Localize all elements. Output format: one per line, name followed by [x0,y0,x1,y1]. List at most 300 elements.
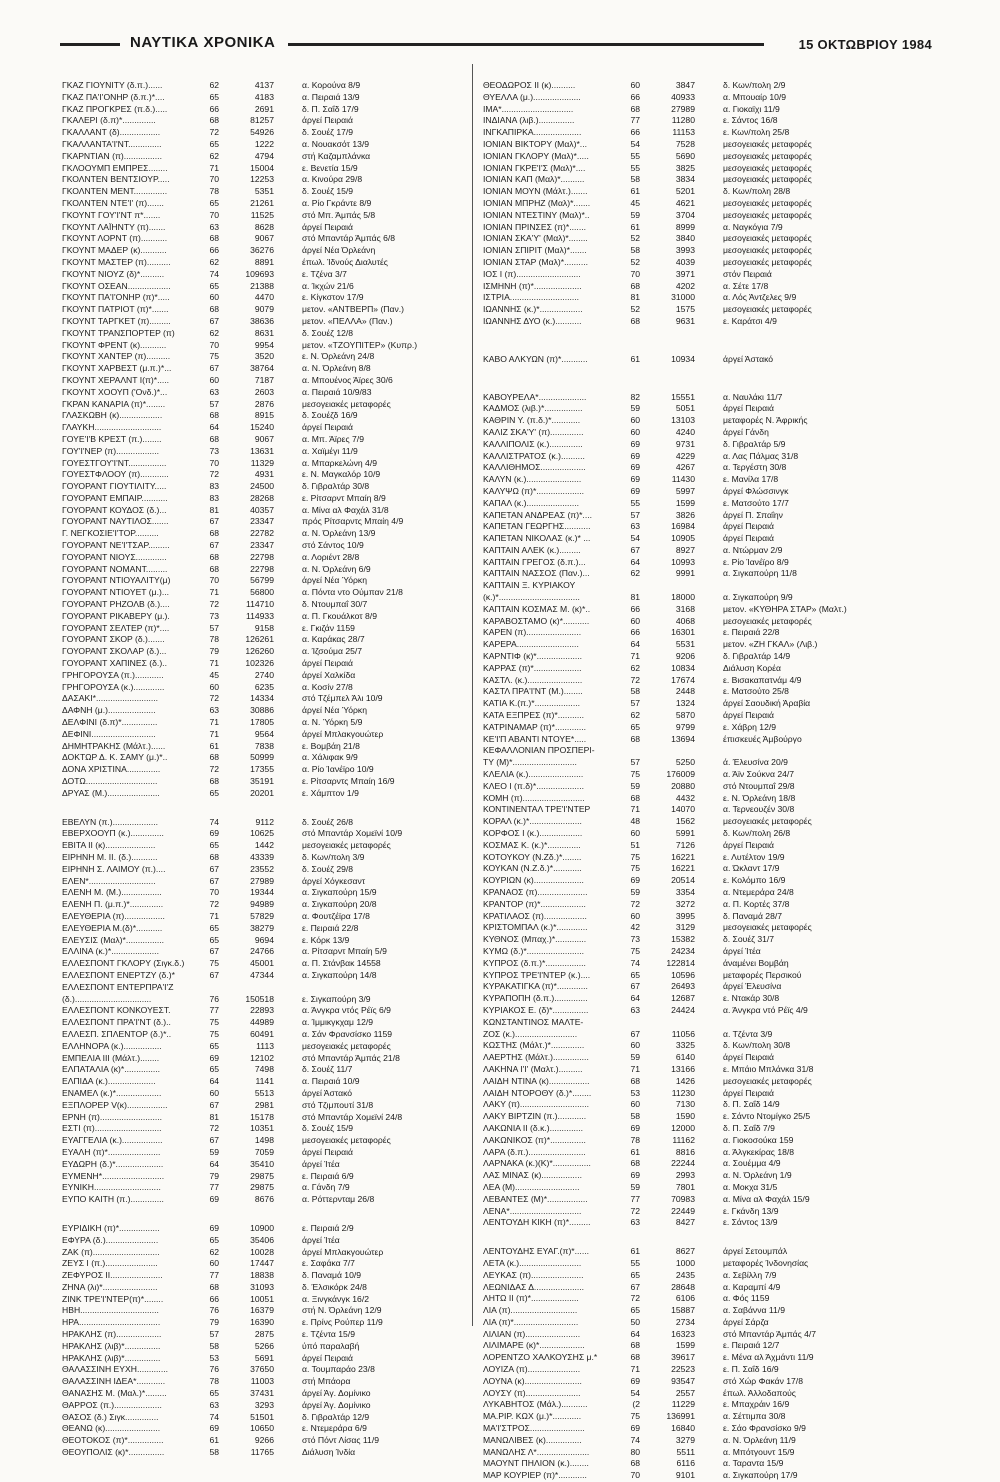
build-year: 66 [630,627,640,638]
ship-name: ΓΚΟΥΝΤ ΤΡΑΝΣΠΟΡΤΕΡ (π) [62,327,175,338]
build-year: 69 [209,1423,219,1434]
ship-name: ΗΒΗ................................. [62,1305,159,1316]
ship-status: δ. Π. Σαΐδ 14/9 [723,1099,780,1110]
ship-name: ΚΑΠΤΑΙΝ ΓΡΕΓΟΣ (δ.π.)... [483,556,586,567]
ship-status: άργεί Πειραιά [723,1052,774,1063]
ship-name: ΛΙΑ (π)*........................... [483,1316,579,1327]
tonnage: 3825 [675,162,695,173]
ship-status: μεσογειακές μεταφορές [723,209,812,220]
tonnage: 4068 [675,615,695,626]
build-year: 63 [630,1004,640,1015]
tonnage: 3834 [675,174,695,185]
build-year: 55 [630,497,640,508]
ship-entry [483,354,895,366]
ship-name: ΚΟΜΗ (π).......................... [483,792,585,803]
tonnage: 17674 [671,674,695,685]
tonnage: 12253 [250,174,274,185]
build-year: 60 [630,1099,640,1110]
ship-name: ΕΛΛΕΣΠΟΝΤ ΓΚΛΟΡΥ (Σιγκ.δ.) [62,958,185,969]
tonnage: 150518 [245,993,274,1004]
build-year: 61 [630,186,640,197]
ship-name: ΘΑΝΑΣΗΣ Μ. (Μαλ.)*......... [62,1388,167,1399]
ship-name: ΓΚΛΟΟΥΜΠ ΕΜΠΡΕΣ........ [62,162,168,173]
tonnage: 13694 [671,733,695,744]
tonnage: 7187 [254,374,274,385]
tonnage: 122814 [666,957,695,968]
ship-status: α. Τερνεουζέν 30/8 [723,804,795,815]
ship-name: ΚΑΒΟ ΑΛΚΥΩΝ (π)*........... [483,353,588,364]
ship-name: ΙΣΜΗΝΗ (π)*.................... [483,280,582,291]
ship-entry [483,852,895,864]
ship-status: δ. Π. Σαΐδ 17/9 [302,103,359,114]
ship-name: ΕΥΜΕΝΗ*.......................... [62,1170,165,1181]
ship-status: άργεί Σαουδική Άραβία [723,698,811,709]
tonnage: 126260 [245,646,274,657]
ship-entry [62,729,474,741]
tonnage: 10993 [671,556,695,567]
ship-entry [62,163,474,175]
ship-name: ΕΥΑΛΗ (π)*...................... [62,1146,161,1157]
tonnage: 22893 [250,1005,274,1016]
ship-name: ΙΟΝΙΑΝ ΚΑΠ (Μαλ)*.......... [483,174,585,185]
ship-entry [483,769,895,781]
ship-status: δ. Παναμά 10/9 [302,1270,362,1281]
ship-entry [483,104,895,116]
ship-status: α. Μίνα αλ Φαχάλ 31/8 [302,504,389,515]
tonnage: 8816 [675,1146,695,1157]
build-year: 76 [209,1305,219,1316]
tonnage: 4183 [254,91,274,102]
ship-status: δ. Σουέζδ 16/9 [302,410,358,421]
build-year: 72 [209,599,219,610]
ship-status: α. Κινούρα 29/8 [302,174,363,185]
ship-name: ΓΚΟΥΝΤ ΧΑΡΒΕΣΤ (μ.π.)*... [62,363,172,374]
tonnage: 22244 [671,1158,695,1169]
build-year: 72 [209,899,219,910]
ship-entry [62,693,474,705]
ship-name: ΚΕ'Ι'Π ΑΒΑΝΤΙ ΝΤΟΥΕ*..... [483,733,587,744]
build-year: 58 [630,174,640,185]
tonnage: 1324 [675,698,695,709]
ship-name: Γ. ΝΕΓΚΟΣΙΕ'Ι'ΤΟΡ.......... [62,528,159,539]
tonnage: 1599 [675,1340,695,1351]
ship-name: ΕΛΛΕΣΠΟΝΤ ΚΟΝΚΟΥΕΣΤ. [62,1005,171,1016]
ship-name: ΓΚΟΛΝΤΕΝ ΝΤΕ'Ι' (π)....... [62,197,164,208]
ship-status: άργεί Π. Σπαΐην [723,509,783,520]
tonnage: 1222 [254,138,274,149]
ship-entry [483,840,895,852]
ship-name: ΚΩΣΤΗΣ (Μάλτ.)*.............. [483,1040,585,1051]
ship-entry [62,788,474,800]
ship-entry [62,935,474,947]
ship-entry [62,410,474,422]
ship-entry [483,1123,895,1135]
ship-status: ε. Μπαχράιν 16/9 [723,1399,790,1410]
tonnage: 21388 [250,280,274,291]
ship-entry [483,1158,895,1170]
build-year: 68 [630,1352,640,1363]
tonnage: 9631 [675,315,695,326]
ship-status: α. Γιοκαϊχι 11/9 [723,103,780,114]
tonnage: 35406 [250,1234,274,1245]
tonnage: 23347 [250,540,274,551]
ship-name: ΖΕΥΣ Ι (π.)...................... [62,1258,158,1269]
ship-status: μετον. «ΚΥΘΗΡΑ ΣΤΑΡ» (Μαλτ.) [723,603,847,614]
ship-name: ΚΡΑΤΙΛΑΟΣ (π).................. [483,910,587,921]
tonnage: 35191 [250,776,274,787]
ship-name: ΕΛΕΝΗ Π. (μ.π.)*.............. [62,899,164,910]
build-year: 68 [630,315,640,326]
ship-entry [62,552,474,564]
build-year: 70 [209,887,219,898]
ship-name: ΓΡΗΓΟΡΟΥΣΑ (π.)............ [62,669,164,680]
tonnage: 9564 [254,728,274,739]
build-year: 65 [209,280,219,291]
ship-name: ΚΩΝΣΤΑΝΤΙΝΟΣ ΜΑΛΤΕ- [483,1016,584,1027]
ship-name: ΙΟΣ Ι (π)........................... [483,268,581,279]
build-year: 78 [209,1376,219,1387]
tonnage: 10596 [671,969,695,980]
ship-name: ΓΚΑΡΝΤΙΑΝ (π)................ [62,150,162,161]
ship-status: μετον. «ΖΗ ΓΚΑΛ» (Λιβ.) [723,639,818,650]
ship-entry [62,363,474,375]
ship-status: α. Ρίο Γκράντε 8/9 [302,197,372,208]
ship-status: ε. Σάντο Ντομίγκο 25/5 [723,1111,811,1122]
tonnage: 38636 [250,315,274,326]
tonnage: 15382 [671,934,695,945]
build-year: 66 [209,245,219,256]
tonnage: 1442 [254,840,274,851]
ship-entry [483,533,895,545]
ship-name: ΖΑΚ (π)............................ [62,1246,160,1257]
ship-entry [483,1040,895,1052]
ship-name: ΚΑΠΤΑΙΝ ΚΟΣΜΑΣ Μ. (κ)*.. [483,603,591,614]
build-year: 73 [209,445,219,456]
ship-name: ΛΑΚΗΝΑ Ι'Ι' (Μαλτ.).......... [483,1063,583,1074]
ship-name: ΚΑΠΤΑΙΝ ΑΛΕΚ (κ.)......... [483,544,581,555]
ship-status: δ. Ντουμπαΐ 30/7 [302,599,368,610]
ship-status: δ. Π. Σαΐδ 7/9 [723,1122,775,1133]
build-year: 79 [209,646,219,657]
ship-name: ΔΗΜΗΤΡΑΚΗΣ (Μάλτ.)...... [62,740,166,751]
tonnage: 4621 [675,197,695,208]
tonnage: 14334 [250,693,274,704]
ship-entry [62,1147,474,1159]
ship-status: ε. Χάμπτον 1/9 [302,787,359,798]
build-year: 60 [209,292,219,303]
ship-status: α. Πειραιά 10/9/83 [302,386,372,397]
ship-name: ΓΚΟΥΝΤ ΤΑΡΓΚΕΤ (π)......... [62,315,171,326]
ship-name: ΛΑΚΩΝΙΚΟΣ (π)*............... [483,1134,586,1145]
build-year: 67 [209,516,219,527]
build-year: 77 [209,1005,219,1016]
build-year: 81 [209,504,219,515]
ship-status: άργεί Φλώσσινγκ [723,485,789,496]
ship-status: α. Ν. Όρλεάνη 1/9 [723,1170,792,1181]
build-year: 66 [209,1293,219,1304]
tonnage: 9112 [255,816,274,827]
build-year: (2 [632,1399,640,1410]
ship-name: ΕΛΛΗΝΟΡΑ (κ.)................ [62,1040,162,1051]
tonnage: 11056 [671,1028,695,1039]
ship-status: α. Τεργέστη 30/8 [723,462,787,473]
ship-entry [62,210,474,222]
ship-name: ΓΟΥΟΡΑΝΤ ΣΚΟΛΑΡ (δ.)... [62,646,167,657]
ship-entry [483,1076,895,1088]
tonnage: 94989 [250,899,274,910]
ship-entry [62,1329,474,1341]
build-year: 71 [209,717,219,728]
tonnage: 9694 [254,934,274,945]
ship-name: ΜΑ.ΡΙΡ. ΚΩΧ (μ.)*............ [483,1411,582,1422]
ship-entry [62,1247,474,1259]
ship-status: ε. Σάο Φρανσίσκο 9/9 [723,1423,806,1434]
tonnage: 2993 [675,1170,695,1181]
tonnage: 10351 [250,1123,274,1134]
ship-status: ε. Κολόμπο 16/9 [723,875,786,886]
tonnage: 5513 [254,1087,274,1098]
ship-name: ΕΥΠΟ ΚΑΙΤΗ (π.).............. [62,1194,164,1205]
ship-status: ε. Λυτέλτον 19/9 [723,851,785,862]
ship-name: ΓΟΥΟΡΑΝΤ ΝΑΥΤΙΛΟΣ....... [62,516,169,527]
ship-entry [483,403,895,415]
ship-entry [62,575,474,587]
ship-name: ΕΛΕΝΗ Μ. (Μ.)................. [62,887,162,898]
tonnage: 1426 [675,1075,695,1086]
build-year: 64 [209,1076,219,1087]
build-year: 69 [630,1423,640,1434]
build-year: 64 [209,422,219,433]
tonnage: 31093 [250,1281,274,1292]
ship-entry [483,392,895,404]
ship-name: ΚΟΥΚΑΝ (Ν.Ζ.δ.)*............ [483,863,582,874]
ship-entry [62,994,474,1006]
ship-name: ΚΟΝΤΙΝΕΝΤΑΛ ΤΡΕ'Ι'ΝΤΕΡ [483,804,591,815]
build-year: 67 [209,969,219,980]
ship-status: Διάλυση Ίνδία [302,1447,356,1458]
build-year: 62 [209,256,219,267]
ship-entry [62,139,474,151]
build-year: 70 [209,339,219,350]
tonnage: 13631 [250,445,274,456]
ship-entry [62,658,474,670]
ship-entry [483,281,895,293]
tonnage: 4931 [254,469,274,480]
tonnage: 45001 [250,958,274,969]
build-year: 83 [209,492,219,503]
ship-status: ε. Ματσούτο 17/7 [723,497,789,508]
ship-name: ΚΑΠΕΤΑΝ ΑΝΔΡΕΑΣ (π)*.... [483,509,592,520]
ship-name: ΙΟΝΙΑΝ ΜΠΡΗΖ (Μαλ)*....... [483,197,591,208]
ship-name: ΚΟΥΡΙΩΝ (κ)..................... [483,875,584,886]
tonnage: 4202 [675,280,695,291]
ship-name: ΔΕΛΦΙΝΙ (δ.π)*............... [62,717,158,728]
ship-status: δ. Κων/πολη 2/9 [723,80,786,90]
tonnage: 37650 [250,1364,274,1375]
ship-name: ΙΟΝΙΑΝ ΓΚΡΕ'Ι'Σ (Μαλ)*.... [483,162,586,173]
ship-status: στό Χώρ Φακάν 17/8 [723,1375,803,1386]
ship-status: μεσογειακές μεταφορές [302,1040,391,1051]
ship-status: στό Μπαντάρ Άμπάς 6/8 [302,233,396,244]
tonnage: 3325 [675,1040,695,1051]
ship-status: έπωλ. Ίδνούς Διαλυτές [302,256,388,267]
ship-entry [483,663,895,675]
ship-entry [62,399,474,411]
tonnage: 3840 [675,233,695,244]
ship-status: ε. Πειραιά 2/9 [302,1222,354,1233]
ship-name: ΚΡΑΝΤΟΡ (π)*................... [483,898,586,909]
tonnage: 9266 [254,1435,274,1446]
ship-entry [483,781,895,793]
ship-status: α. Ν. Όρλεάνη 6/9 [302,563,371,574]
tonnage: 14070 [671,804,695,815]
ship-entry [483,1206,895,1218]
tonnage: 11003 [250,1376,274,1387]
tonnage: 10834 [671,662,695,673]
ship-entry [483,545,895,557]
ship-name: ΘΕΟΥΠΟΛΙΣ (κ)*............... [62,1447,165,1458]
build-year: 57 [630,509,640,520]
ship-name: ΓΚΑΖ ΠΑ'Ι'ΟΝΗΡ (δ.π.)*.... [62,91,165,102]
ship-name: ΛΕΩΝΙΔΑΣ Δ..................... [483,1281,585,1292]
tonnage: 2740 [254,669,274,680]
tonnage: 13103 [671,415,695,426]
ship-entry [483,981,895,993]
ship-status: α. Ν. Όρλεάνη 13/9 [302,528,376,539]
build-year: 83 [209,481,219,492]
ship-name: ΚΑΣΤΛ. (κ.)....................... [483,674,583,685]
ship-entry [483,993,895,1005]
ship-entry [62,80,474,92]
ship-name: ΜΑΟΥΝΤ ΠΗΛΙΟΝ (κ.)........ [483,1458,589,1469]
ship-entry [62,876,474,888]
ship-name: ΓΚΟΥΝΤ ΧΕΡΑΛΝΤ Ι(π)*..... [62,374,170,385]
ship-entry [483,580,895,592]
tonnage: 12102 [250,1052,274,1063]
ship-entry [483,245,895,257]
ship-entry [483,734,895,746]
ship-status: στό Ντουμπαΐ 29/8 [723,780,795,791]
ship-entry [483,804,895,816]
ship-status: ε. Βενετία 15/9 [302,162,358,173]
ship-entry [62,1341,474,1353]
build-year: 70 [630,268,640,279]
ship-status: ε. Ν. Όρλεάνη 24/8 [302,351,375,362]
tonnage: 35410 [250,1158,274,1169]
tonnage: 3995 [675,910,695,921]
ship-entry [483,198,895,210]
ship-status: άργεί Πειραιά [723,521,774,532]
tonnage: 12687 [671,993,695,1004]
tonnage: 7498 [254,1064,274,1075]
ship-status: ε. Σάντος 16/8 [723,115,778,126]
ship-name: ΓΚΑΛΛΑΝΤΑ'Ι'ΝΤ.............. [62,138,162,149]
tonnage: 16221 [671,863,695,874]
ship-status: άργεί Χόγκεσαντ [302,875,366,886]
ship-name: ΛΕΝΑ*.............................. [483,1205,582,1216]
tonnage: 3847 [675,80,695,90]
ship-status: δ. Παναμά 28/7 [723,910,783,921]
tonnage: 20514 [671,875,695,886]
ship-entry [62,316,474,328]
ship-status: άργεί Σάρζα [723,1316,769,1327]
ship-entry [62,1388,474,1400]
build-year: 74 [209,1411,219,1422]
build-year: 62 [209,80,219,90]
build-year: 75 [630,863,640,874]
ship-name: ΕΛΛΕΣΠΟΝΤ ΕΝΤΕΡΠΡΑ'Ι'Ζ [62,981,174,992]
ship-status: δ. Κων/πολη 26/8 [723,828,791,839]
tonnage: 4432 [675,792,695,803]
build-year: 60 [630,80,640,90]
build-year: 75 [630,769,640,780]
ship-status: α. Ναγκόγια 7/9 [723,221,783,232]
ship-status: α. Σέτε 17/8 [723,280,769,291]
build-year: 65 [209,787,219,798]
tonnage: 8927 [675,544,695,555]
ship-entry [62,946,474,958]
ship-entry [62,1400,474,1412]
ship-name: ΕΙΡΗΝΗ Μ. ΙΙ. (δ.)........... [62,852,158,862]
ship-status: μεσογειακές μεταφορές [302,840,391,851]
tonnage: 17355 [250,764,274,775]
tonnage: 11162 [672,1134,695,1145]
ship-entry [483,292,895,304]
build-year: 77 [209,1182,219,1193]
ship-entry [483,1458,895,1470]
tonnage: 3971 [675,268,695,279]
ship-name: ΚΑΛΙΖ ΣΚΑ'Υ' (π).............. [483,426,584,437]
ship-status: άργεί Νέα Ύόρκη [302,575,367,586]
build-year: 66 [630,603,640,614]
ship-status: ε. Γκάνδη 13/9 [723,1205,779,1216]
ship-name: ΛΑΚΥ (π)............................. [483,1099,590,1110]
ship-entry [483,115,895,127]
header-rule-left [60,43,120,46]
ship-status: δ. Σουέζ 29/8 [302,863,354,874]
build-year: 70 [630,1470,640,1481]
ship-status: μεσογειακές μεταφορές [723,1075,812,1086]
build-year: 60 [630,415,640,426]
build-year: 71 [630,804,640,815]
build-year: 67 [209,1135,219,1146]
ship-status: μεσογειακές μεταφορές [723,245,812,256]
build-year: 70 [209,209,219,220]
build-year: 75 [630,1411,640,1422]
ship-entry [483,316,895,328]
ship-name: ΚΑΣΤΛ ΠΡΑ'Ι'ΝΤ (Μ.)........ [483,686,583,697]
ship-status: στό Τζέμπελ Άλι 10/9 [302,693,383,704]
ship-name: ΚΑΠΕΤΑΝ ΝΙΚΟΛΑΣ (κ.)* ... [483,533,591,544]
ship-status: α. Ν. Ύόρκη 5/9 [302,717,363,728]
ship-entry [62,115,474,127]
ship-status: μεσογειακές μεταφορές [723,304,812,315]
build-year: 48 [630,816,640,827]
ship-entry [483,793,895,805]
ship-status: άργεί Πειραιά [723,533,774,544]
build-year: 71 [209,910,219,921]
ship-entry [62,269,474,281]
build-year: 65 [209,1234,219,1245]
tonnage: 22523 [671,1364,695,1375]
ship-name: ΔΟΚΤΩΡ Δ. Κ. ΣΑΜΥ (μ.)*.. [62,752,168,763]
ship-entry [483,1052,895,1064]
ship-name: ΘΑΛΑΣΣΙΝΗ ΕΥΧΗ............. [62,1364,168,1375]
build-year: 74 [630,1434,640,1445]
build-year: 65 [209,91,219,102]
tonnage: 1599 [675,497,695,508]
ship-name: ΚΑΛΥΝ (κ.)....................... [483,474,582,485]
